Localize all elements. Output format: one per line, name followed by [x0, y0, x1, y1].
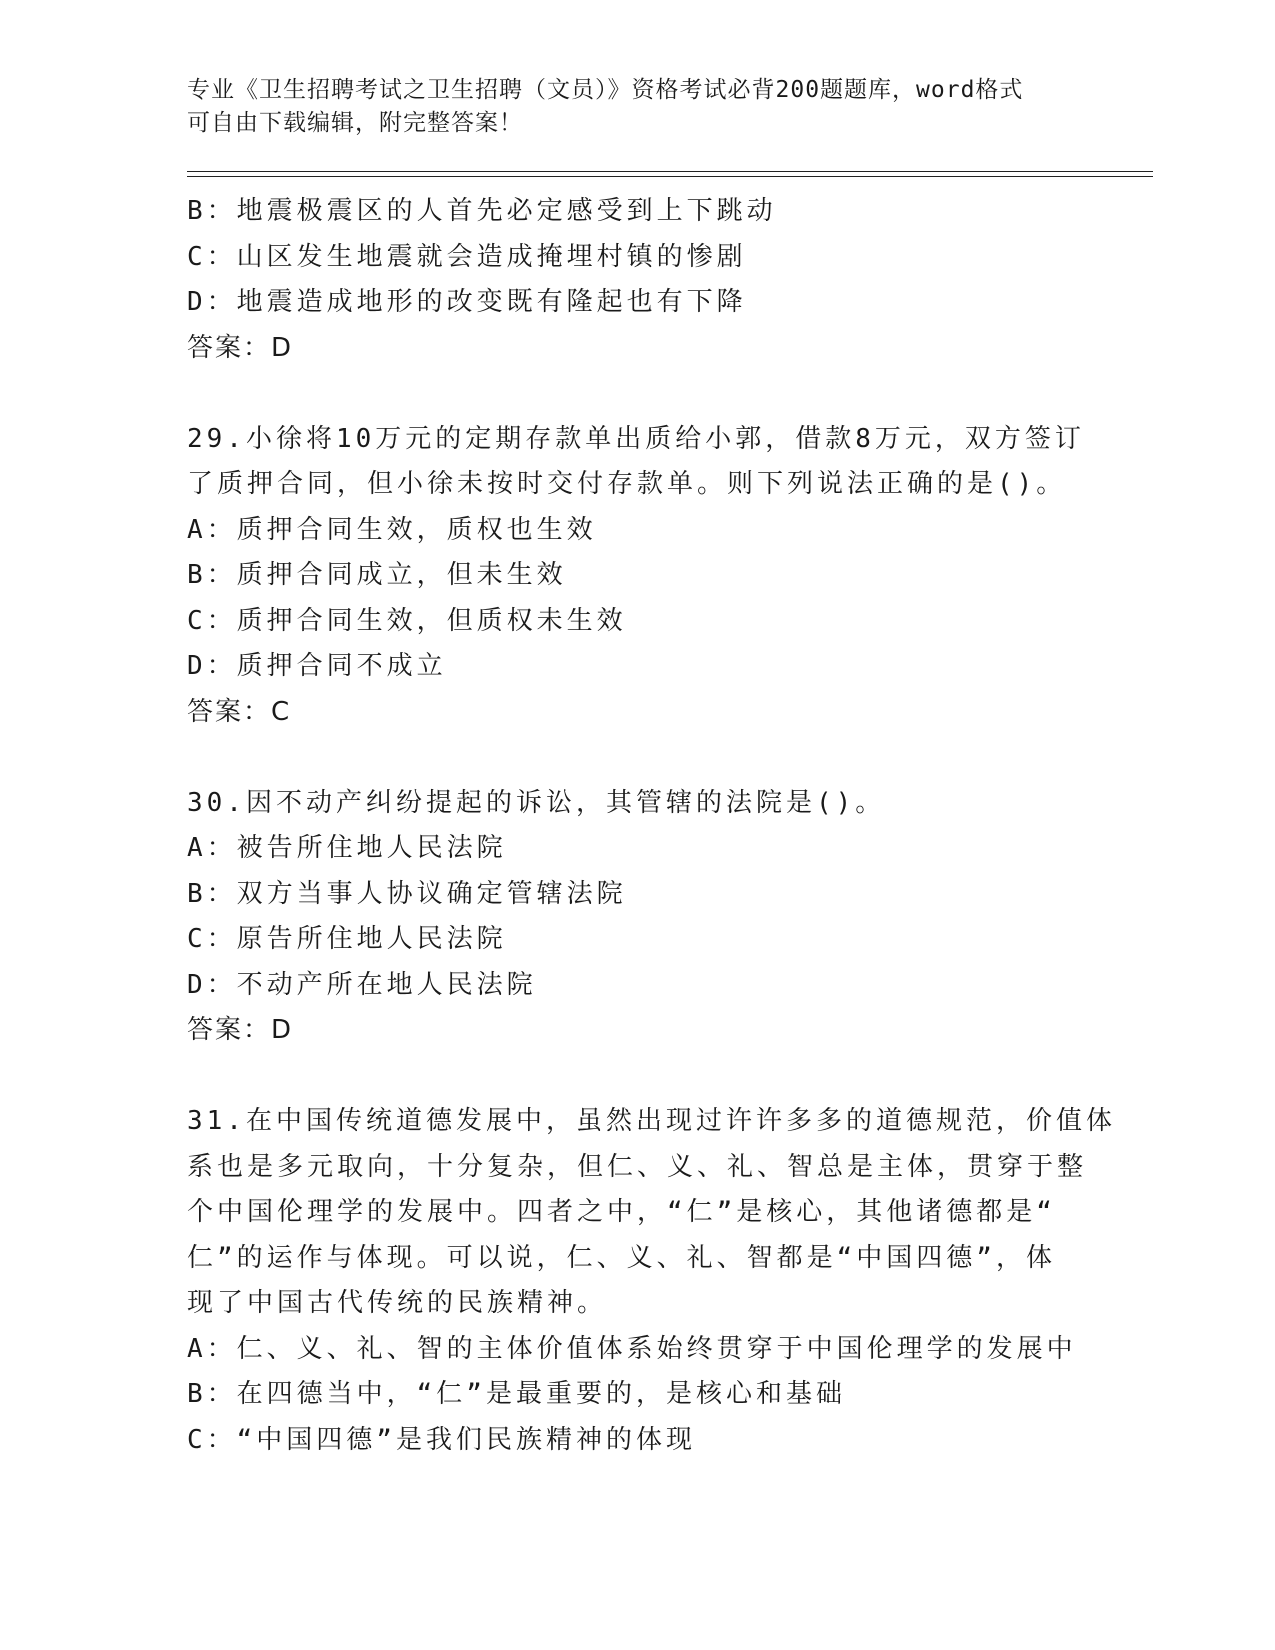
document-header [187, 74, 1087, 140]
header-rule-top [187, 171, 1153, 172]
question-stem-line: 现了中国古代传统的民族精神。 [187, 1288, 608, 1318]
question-stem-line: 个中国伦理学的发展中。四者之中，“仁”是核心，其他诸德都是“ [187, 1197, 1056, 1227]
option-a: A：仁、义、礼、智的主体价值体系始终贯穿于中国伦理学的发展中 [187, 1333, 1077, 1364]
header-line-1: 专业《卫生招聘考试之卫生招聘（文员）》资格考试必背200题题库，word格式 [187, 77, 1024, 103]
header-line-2: 可自由下载编辑，附完整答案！ [187, 110, 523, 136]
answer-line: 答案：D [187, 332, 294, 363]
question-stem-line: 仁”的运作与体现。可以说，仁、义、礼、智都是“中国四德”，体 [187, 1242, 1056, 1273]
answer-line: 答案：D [187, 1015, 294, 1045]
question-content [187, 189, 1116, 1463]
spacer [187, 1054, 1087, 1100]
option-b: B：地震极震区的人首先必定感受到上下跳动 [187, 196, 777, 226]
header-rule-bottom [187, 176, 1153, 177]
question-31 [187, 1099, 1116, 1463]
question-30 [187, 781, 1087, 1054]
question-stem-line: 系也是多元取向，十分复杂，但仁、义、礼、智总是主体，贯穿于整 [187, 1151, 1088, 1182]
option-c: C：质押合同生效，但质权未生效 [187, 605, 627, 636]
option-d: D：质押合同不成立 [187, 651, 447, 681]
question-stem-line: 29.小徐将10万元的定期存款单出质给小郭，借款8万元，双方签订 [187, 423, 1085, 454]
option-c: C：“中国四德”是我们民族精神的体现 [187, 1424, 696, 1455]
spacer [187, 735, 1087, 781]
question-stem-line: 30.因不动产纠纷提起的诉讼，其管辖的法院是()。 [187, 787, 886, 818]
answer-line: 答案：C [187, 696, 292, 727]
option-c: C：山区发生地震就会造成掩埋村镇的惨剧 [187, 241, 747, 272]
spacer [187, 371, 1087, 417]
option-b: B：在四德当中，“仁”是最重要的，是核心和基础 [187, 1379, 846, 1409]
question-28-continued [187, 189, 1087, 371]
question-stem-line: 了质押合同，但小徐未按时交付存款单。则下列说法正确的是()。 [187, 469, 1067, 499]
option-a: A：被告所住地人民法院 [187, 833, 507, 863]
option-c: C：原告所住地人民法院 [187, 924, 507, 954]
option-b: B：质押合同成立，但未生效 [187, 560, 567, 590]
option-a: A：质押合同生效，质权也生效 [187, 514, 597, 545]
option-b: B：双方当事人协议确定管辖法院 [187, 878, 627, 909]
question-stem-line: 31.在中国传统道德发展中，虽然出现过许许多多的道德规范，价值体 [187, 1106, 1116, 1136]
question-29 [187, 417, 1087, 736]
option-d: D：地震造成地形的改变既有隆起也有下降 [187, 287, 747, 317]
option-d: D：不动产所在地人民法院 [187, 969, 537, 1000]
